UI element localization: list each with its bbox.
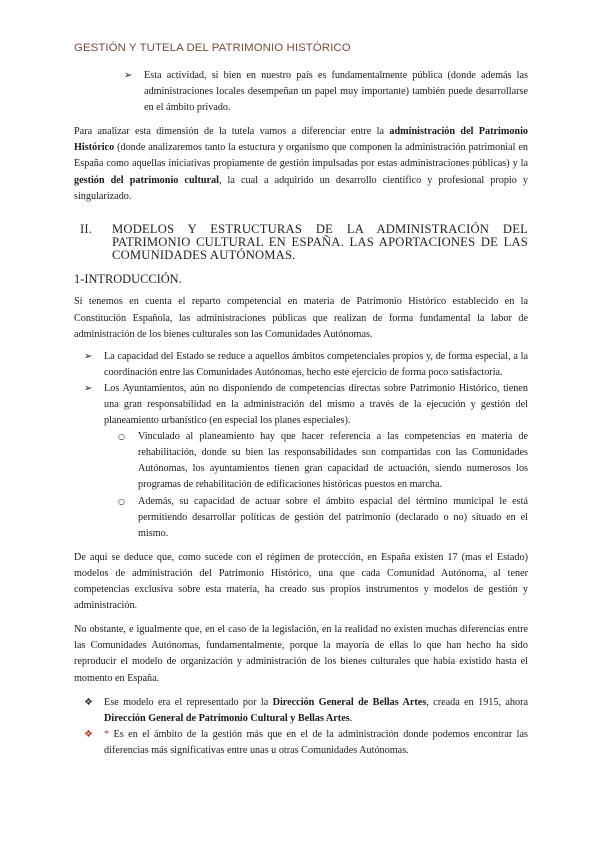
circle-bullet-icon: ○	[118, 432, 125, 442]
list-item: ❖ * Es en el ámbito de la gestión más que en el de la administración donde podemos encontrar las diferencias más significativas entre unas u otras Comunidades Autónomas.	[84, 728, 528, 756]
bold-term: Dirección General de Patrimonio Cultural y Bellas Artes	[104, 712, 350, 724]
bold-term: gestión del patrimonio cultural	[74, 174, 219, 186]
list-item-text: Esta actividad, si bien en nuestro país es fundamentalmente pública (donde además las administraciones locales desempeñan un papel muy importante) también puede desarrollarse en el ámbito privado.	[144, 70, 528, 114]
arrowhead-bullet-icon: ➢	[124, 70, 133, 81]
section-title: MODELOS Y ESTRUCTURAS DE LA ADMINISTRACIÓN DEL PATRIMONIO CULTURAL EN ESPAÑA. LAS APORTACIONES DE LAS COMUNIDADES AUTÓNOMAS.	[112, 221, 528, 263]
diamond-bullet-icon: ❖	[84, 696, 93, 708]
bold-term: Dirección General de Bellas Artes	[272, 696, 427, 708]
sub-list-item-text: Además, su capacidad de actuar sobre el ámbito espacial del término municipal le está permitiendo desarrollar políticas de gestión del patrimonio (declarado o no) situado en el mismo.	[138, 495, 528, 539]
paragraph-analysis: Para analizar esta dimensión de la tutela vamos a diferenciar entre la administración del Patrimonio Histórico (donde analizaremos tanto la estuctura y organismo que componen la administración patrimonial en España como aquellas iniciativas propiamente de gestión impulsadas por estas administraciones públicas) y la gestión del patrimonio cultural, la cual a adquirido un desarrollo científico y profesional propio y singularizado.	[74, 126, 529, 202]
bold-term: administración del Patrimonio Histórico	[74, 126, 528, 154]
subsection-heading: 1-INTRODUCCIÓN.	[74, 272, 182, 287]
diamond-bullet-icon: ❖	[84, 728, 93, 740]
list-item: ❖ Ese modelo era el representado por la Dirección General de Bellas Artes, creada en 1915, ahora Dirección General de Patrimonio Cultural y Bellas Artes.	[84, 696, 529, 724]
arrowhead-bullet-icon: ➢	[84, 382, 93, 394]
section-number: II.	[80, 221, 93, 236]
document-body	[74, 68, 528, 759]
section-heading	[74, 223, 528, 263]
paragraph-competencial: Si tenemos en cuenta el reparto competencial en materia de Patrimonio Histórico establecido en la Constitución Española, las administraciones públicas que realizan de forma fundamental la labor de administración de los bienes culturales son las Comunidades Autónomas.	[74, 296, 528, 340]
list-item	[74, 381, 528, 429]
circle-bullet-icon: ○	[118, 496, 125, 506]
paragraph-obstante: No obstante, e igualmente que, en el caso de la legislación, en la realidad no existen muchas diferencias entre las Comunidades Autónomas, fundamentalmente, porque la mayoría de ellas lo que han hecho ha sido reproducir el modelo de organización y administración de los bienes culturales que había existido hasta el momento en España.	[74, 624, 528, 684]
list-item-text: La capacidad del Estado se reduce a aquellos ámbitos competenciales propios y, de forma especial, a la coordinación entre las Comunidades Autónomas, hecho este ejercicio de forma poco satisfactoria.	[104, 350, 528, 378]
sub-list-item	[74, 494, 528, 542]
asterisk-mark: *	[104, 728, 110, 740]
list-item-text: Los Ayuntamientos, aún no disponiendo de competencias directas sobre Patrimonio Histórico, tienen una gran responsabilidad en la administración del mismo a través de la ejecución y gestión del planeamiento urbanístico (en especial los planes especiales).	[104, 382, 528, 427]
paragraph-models: De aquí se deduce que, como sucede con el régimen de protección, en España existen 17 (mas el Estado) modelos de administración del Patrimonio Histórico, una que cada Comunidad Autónoma, al tener competencias exclusiva sobre esta materia, ha creado sus propios instrumentos y modelos de gestión y administración.	[74, 551, 528, 612]
running-header: GESTIÓN Y TUTELA DEL PATRIMONIO HISTÓRICO	[74, 42, 351, 54]
list-item	[74, 349, 528, 381]
sub-list-item	[74, 429, 528, 493]
list-item	[114, 68, 528, 116]
sub-list-item-text: Vinculado al planeamiento hay que hacer referencia a las competencias en materia de rehabilitación, donde su bien las responsabilidades son compartidas con las Comunidades Autónomas, los ayuntamientos tienen gran capacidad de actuación, siendo numerosos los programas de rehabilitación de edificaciones históricas puestos en marcha.	[138, 431, 528, 491]
arrowhead-bullet-icon: ➢	[84, 350, 93, 362]
